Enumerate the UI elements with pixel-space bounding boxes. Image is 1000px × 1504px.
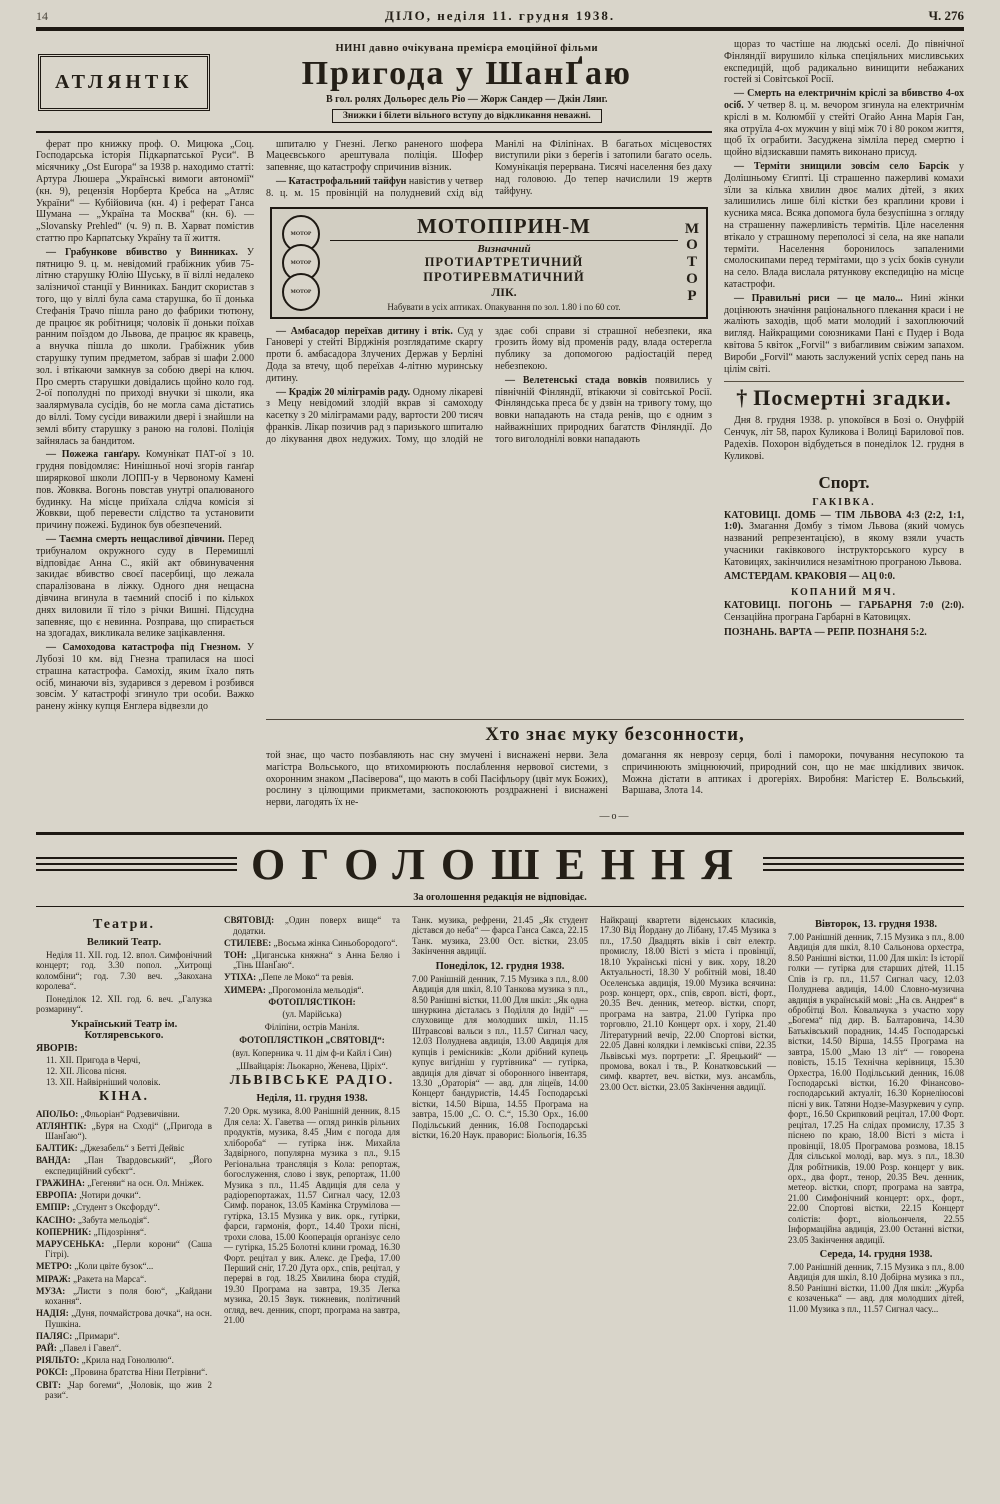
- sport-football-results: [724, 600, 964, 638]
- cinema-name-box: АТЛЯНТІК: [38, 54, 210, 111]
- motopirin-vertical-text: МОТОР: [684, 220, 700, 304]
- sport-hockey-heading: ГАКІВКА.: [812, 496, 876, 508]
- cinema-listing: МАРУСЕНЬКА: „Перли корони“ (Саша Гітрі).: [36, 1238, 213, 1260]
- page-number: 14: [36, 9, 48, 23]
- cinema-listing: ГРАЖИНА: „Гегеняи“ на осн. Ол. Мніжек.: [36, 1178, 204, 1189]
- obituary-title: Посмертні згадки.: [753, 385, 952, 411]
- cinema-listing: РІЯЛЬТО: „Крила над Гонолюлю“.: [36, 1355, 174, 1366]
- middle-top-text: [266, 139, 712, 200]
- orthodox-cross-icon: †: [736, 385, 748, 411]
- cinema-listing: МІРАЖ: „Ракета на Марса“.: [36, 1273, 147, 1284]
- town-label: ЯВОРІВ:: [36, 1042, 78, 1054]
- sport-hockey-results: [724, 510, 964, 584]
- cinema-listing: ПАЛЯС: „Примари“.: [36, 1331, 120, 1342]
- stamp-circle-icon: МОТОР: [282, 215, 320, 253]
- cinema-listing: МЕТРО: „Коли цвіте бузок“...: [36, 1261, 154, 1272]
- cinema-listing: АПОЛЬО: „Фльоріан“ Родзевичівни.: [36, 1108, 180, 1119]
- film-title: Пригода у ШанҐаю: [301, 55, 632, 92]
- announcements-title: ОГОЛОШЕННЯ: [250, 839, 750, 889]
- cinema-listing: ЕМПІР: „Студент з Оксфорду“.: [36, 1202, 160, 1213]
- article-paragraph: — Самоходова катастрофа під Гнезном. У Лубозі 10 км. від Гнезна трапилася на шосі страшна катастрофа. Самохід, яким їхало пять осіб, минаючи віз, зударився з деревом і розбився зовсім. У катастрофі згинуло три особи. Важко ранену жінку купця Енглера відвезли до: [36, 642, 254, 713]
- venue-heading: Український Театр ім. Котляревського.: [70, 1018, 178, 1041]
- article-paragraph: — Амбасадор переїхав дитину і втік. Суд у Гановері у стейті Вірджінія розглядатиме скаргу проти б. амбасадора Злучених Держав у Берліні Дода за втечу, щоб переїхав 4-літню муринську дитину.: [266, 325, 483, 384]
- radio-program-tuesday: 7.00 Ранішній денник, 7.15 Музика з пл., 8.00 Авдиція для шкіл, 8.10 Сальонова орхестра, 8.50 Ранішні вістки, 11.00 Для шкіл: Із історії голки — гутірка для старших дітей, 11.15 Спів із гр. пл., 11.57 Сигнал часу, 12.03 Полуднева авдиція, 14.00 Словно-музична авдиція в українській мові: „На св. Андрея“ в обробітці Вол. Ковальчука з участю хору „Богема“ під дир. В. Балтаровича, 14.30 Батьківський порадник, 14.45 Господарські вістки, 14.50 Вірша, 14.55 Програма на завтра, 15.00 „Маю 13 літ“ — говорена повість, 15.15 Технічна керівниця, 15.30 Орхестра, 16.00 Подільський денник, 16.08 Господарські вістки, 16.20 Фінансово-господарський актуаліт, 16.30 Корнеліюсові пісні у вик. Татяни Нодзе-Мазуркевич у супр. форт., 16.50 Скрипковий рецітал, 17.00 Форт. рецітал, 17.25 На слідах промислу, 17.35 З піснею по краю, 18.00 Вісті з міста і провінції, 18.05 Програмова розмова, 18.15 Для сільської молоді, вар. муз. з пл., 18.30 Для робітників, 19.00 Розр. концерт у вик. орх., два форт., тенор, 20.35 Веч. денник, метеор. вістки, спорт, програма на завтра, 21.00 Симфонічний концерт: орх., форт., 22.00 Спортові вістки, 22.15 Концерт солістів: форт., віольончеля, 22.55 Інформаційна авдиція, 23.00 Останні вістки, 23.05 Закінчення авдиції.: [788, 931, 964, 1245]
- announcements-banner: [36, 832, 964, 907]
- schedule-line: 12. XII. Лісова пісня.: [46, 1065, 127, 1076]
- schedule-line: 11. XII. Пригода в Черчі,: [46, 1054, 141, 1065]
- venue-schedule: [36, 950, 212, 1015]
- radio-program-monday-cont: Найкращі квартети віденських класиків, 17.30 Від Йордану до Лібану, 17.45 Музика з пл., 17.50 Двадцять віків і світ електр. промислу, 18.00 Вісті з міста і провінції, 18.10 Українські пісні у вик. хору, 18.20 Актуальності, 18.30 У робітній мові, 18.40 Оселенська авдиція, 19.00 Музика всячина: розр. концерт, орх., спів, європ. вісті, форт., 20.35 Веч. денник, метеор. вістки, спорт, програма на завтра, 21.00 Гутірка про торговлю, 21.10 Концерт орх. і хору, 21.40 Літературний вечір, 22.00 Спортові вістки, 22.05 Давні колядки і лемківські співи, 22.35 Львівські муз. портрети: „Г. Ярецький“ — промова, вокал і тв., Р. Конатковський — симф. квартет, веч. вістки, муз. ансамбль, 23.00 Ост. вістки, 23.05 Закінчення авдиції.: [600, 914, 776, 1092]
- motopirin-line: Визначний: [477, 242, 531, 255]
- article-paragraph: — Катастрофальний тайфун навістив у четвер 8. ц. м. 15 провінцій на полудневий схід від Манілі на Філіпінах. В багатьох місцевостях виступили ріки з берегів і затопили багато осель. Комунікація перервана. Тисячі населення без даху над головою. До тепер начислили 19 жертв тайфуну.: [266, 138, 712, 199]
- sport-result: ПОЗНАНЬ. ВАРТА — РЕПР. ПОЗНАНЯ 5:2.: [724, 626, 927, 638]
- right-column: [724, 39, 964, 715]
- sport-result: КАТОВИЦІ. ПОГОНЬ — ГАРБАРНЯ 7:0 (2:0). Сензаційна програна Гарбарні в Катовицях.: [724, 600, 964, 624]
- schedule-line: Неділя 11. XII. год. 12. впол. Симфонічний концерт; год. 3.30 попол. „Хитрощі коломбіни“; год. 7.30 веч. „Закохана королева“.: [36, 949, 212, 992]
- ad-kicker: НИНІ давно очікувана премієра емоційної фільми: [335, 43, 599, 54]
- cinema-listing: ВАНДА: „Пан Твардовський“, „Його експедиційний субєкт“.: [36, 1155, 212, 1177]
- cinemas-heading: КІНА.: [98, 1088, 150, 1104]
- header-rule: [36, 27, 964, 31]
- radio-day-heading: Середа, 14. грудня 1938.: [819, 1249, 933, 1261]
- insomnia-ad-title: Хто знає муку безсонности,: [485, 723, 745, 745]
- fotoplastikon-name: ФОТОПЛЯСТІКОН „СВЯТОВІД“:: [239, 1035, 385, 1046]
- radio-program-wednesday: 7.00 Ранішній денник, 7.15 Музика з пл., 8.00 Авдиція для шкіл, 8.10 Добірна музика з пл., 8.50 Ранішні вістки, 11.00 Для шкіл: „Журба є козаченька“ — авд. для молодших дітей, 11.00 Музика з пл., 11.57 Сигнал часу...: [788, 1262, 964, 1314]
- cinema-listing: ХИМЕРА: „Прогомоніла мельодія“.: [224, 984, 364, 995]
- atlantik-cinema-ad: [36, 39, 712, 133]
- cinema-listing: РАЙ: „Павел і Гавел“.: [36, 1343, 122, 1354]
- banner-rule: [36, 832, 964, 835]
- cinema-listings: [224, 915, 400, 995]
- main-content: [36, 39, 964, 715]
- schedule-line: Понеділок 12. XII. год. 6. веч. „Галузка розмарину“.: [36, 993, 212, 1015]
- cinema-listing: НАДІЯ: „Дуня, почмайстрова дочка“, на осн. Пушкіна.: [36, 1308, 212, 1330]
- page-header: [36, 8, 964, 24]
- motopirin-line: ЛІК.: [491, 284, 517, 299]
- insomnia-ad-text: [266, 750, 964, 809]
- fotoplastikon-show: „Швайцарія: Льокарно, Женева, Ціріх“.: [236, 1060, 388, 1071]
- motopirin-ad: [270, 207, 708, 319]
- cinema-listing: АТЛЯНТІК: „Буря на Сході“ („Пригода в ШанҐаю“).: [36, 1120, 213, 1142]
- cinema-listing: КОПЕРНИК: „Підозріння“.: [36, 1226, 147, 1237]
- cinema-listing: БАЛТИК: „Джезабель“ з Бетті Дейвіс: [36, 1143, 185, 1154]
- cinema-listing: КАСІНО: „Забута мельодія“.: [36, 1214, 150, 1225]
- stamp-circle-icon: МОТОР: [282, 273, 320, 311]
- article-paragraph: щораз то частіше на людські оселі. До північної Фінляндії вирушило кілька спеціяльних мисливських експедицій, щоб радикально винищити небажаних гостей зі Совітської Росії.: [724, 39, 964, 86]
- radio-day-heading: Неділя, 11. грудня 1938.: [256, 1093, 368, 1105]
- sport-result: КАТОВИЦІ. ДОМБ — ТІМ ЛЬВОВА 4:3 (2:2, 1:1, 1:0). Змагання Домбу з тімом Львова (який чомусь названий репрезентацією), в якому взяли участь учасники гаківкового інструкторського курсу в Катовицях, закінчилися незамітною програною Львова.: [724, 509, 965, 568]
- article-paragraph: — Пожежа ганґару. Комунікат ПАТ-ої з 10. грудня повідомляє: Нинішньої ночі згорів ганґар ширяркової школи ЛОПП-у в Червоному Камені пов. Жовква. Вогонь повстав унутрі опалюваного будинку. На місце приїхала слідча комісія зі Жовкви, щоб перевести слідство та установити причину пожежі. Будинок був обезпечений.: [36, 449, 254, 532]
- cinema-listing: СВІТ: „Чар богеми“, „Чоловік, що жив 2 рази“.: [36, 1379, 212, 1401]
- cinema-listing: ЕВРОПА: „Чотири дочки“.: [36, 1190, 141, 1201]
- listings-section: [36, 915, 964, 1402]
- fotoplastikon-name: ФОТОПЛЯСТІКОН:: [268, 996, 356, 1007]
- article-paragraph: — Смерть на електричнім кріслі за вбивство 4-ох осіб. У четвер 8. ц. м. вечором згинула на електричнім кріслі в м. Колюмбії у стейті Огайо Анна Марія Ган, яка отруїла 4-ох мужчин у віці між 70 і 80 роком життя, щоб їх ограбити. Засуджена зімліла перед смертю і щойно відзискавши память виконано присуд.: [724, 88, 964, 159]
- middle-bottom-text: [266, 326, 712, 447]
- theatre-column: [36, 915, 212, 1402]
- banner-side-rules: [763, 853, 964, 875]
- issue-number: Ч. 276: [928, 8, 964, 23]
- section-end-mark: —о—: [599, 810, 631, 822]
- schedule-line: 13. XII. Найвірніший чоловік.: [46, 1076, 161, 1087]
- stamp-circle-icon: МОТОР: [282, 244, 320, 282]
- radio-tuesday-column: [788, 915, 964, 1402]
- insomnia-text-right: домагання як неврозу серця, болі і памороки, почування несупокою та спричинюють зміцнюючий, природний сон, що не має шкідливих звичок. Можна дістати в аптиках і дрогеріях. Виробня: Магістер Е. Вольський, Варшава, Злота 14.: [622, 749, 964, 797]
- banner-rule: [36, 906, 964, 907]
- article-columns: [36, 139, 712, 715]
- sport-football-heading: КОПАНИЙ МЯЧ.: [790, 587, 898, 599]
- article-paragraph: — Крадіж 20 міліграмів раду. Одному лікареві з Мецу невідомий злодій вкрав зі самоходу касетку з 20 міліграмами раду, вартости 200 тисяч франків. Лікар позичив рад з паризького шпиталю до лікування двох недужих. Тому, що злодій не здає собі справи зі страшної небезпеки, яка грозить йому від променів раду, влада остерегла публику за допомогою радіостацій перед небезпекою.: [266, 325, 712, 445]
- insomnia-ad: [266, 719, 964, 822]
- banner-title-row: [36, 839, 964, 890]
- insomnia-ad-row: [36, 719, 964, 822]
- announcements-disclaimer: За оголошення редакція не відповідає.: [413, 891, 587, 903]
- film-cast: В гол. ролях Дольорес дель Ріо — Жорж Сандер — Джін Ляиг.: [325, 93, 608, 105]
- motopirin-line: ПРОТИАРТРЕТИЧНИЙ: [424, 254, 584, 269]
- article-paragraph: — Таємна смерть нещасливої дівчини. Перед трибуналом окружного суду в Перемишлі відповідає Анна С., якій акт обвинувачення закидає вбивство своєї пасербиці, що лежала спаралізована в ліжку. Одного дня нещасна дівчина вгинула в таємний спосіб і по кількох днях виловили її тіло з річки Вишні. Підсудна запевняє, що є невинна. Розправа, що спирається на здогадах, викликала велике зацікавлення.: [36, 533, 255, 640]
- radio-monday-cont-column: [600, 915, 776, 1402]
- motopirin-note: Набувати в усіх аптиках. Опакування по зол. 1.80 і по 60 сот.: [387, 301, 621, 312]
- article-paragraph: шпиталю у Гнезні. Легко раненого шофера Мацеєвського арештувала поліція. Шофер запевняє, що катастрофу спричинив візник.: [266, 138, 483, 174]
- fotoplastikon-address: (ул. Марійська): [282, 1009, 342, 1020]
- sport-title: Спорт.: [818, 472, 870, 492]
- radio-program-monday: 7.00 Ранішній денник, 7.15 Музика з пл., 8.00 Авдиція для шкіл, 8.10 Танкова музика з пл., 8.50 Ранішні вістки, 11.00 Для шкіл: „Як одна шнуркина дісталась з Поділля до Індії“ — слуховище для молодших шкіл, 11.15 Штравсові вальси з пл., 11.57 Сигнал часу, 12.03 Полуднева авдиція, 13.00 Авдиція для купців і ремісників: „Коли дрібний купець купує вигідніш у гуртівника“ — гутірка, авдиція для дівчат зі оборонного інвентаря, 13.30 „Ораторія“ — авд. для ліцеїв, 14.00 Концерт бандуристів, 14.45 Господарські вістки, 14.50 Вірша, 14.55 Програма на завтра, 15.00 „С. О. С.“, 15.30 Орх., 16.00 Подільський денник, 16.08 Господарські вістки, 16.20 Наук. праворис: Біольогія, 16.35: [412, 973, 588, 1141]
- motopirin-ad-body: [330, 214, 678, 312]
- article-paragraph: — Велетенські стада вовків появились у північній Фінляндії, втікаючи зі совітської Росії. Фінляндська преса бє у дзвін на тривогу тому, що вовки нападають на стада ренів, що є одним з найважніших природних багатств Фінляндії. До того виголоднілі вовки нападають: [495, 374, 712, 445]
- article-column-1: [36, 139, 254, 715]
- right-column-text: [724, 39, 964, 375]
- insomnia-spacer: [36, 719, 254, 822]
- sport-result: АМСТЕРДАМ. КРАКОВІЯ — АЦ 0:0.: [724, 571, 895, 583]
- town-schedule: [36, 1055, 212, 1087]
- radio-monday-column: [412, 915, 588, 1402]
- motopirin-line: ПРОТИРЕВМАТИЧНИЙ: [423, 269, 585, 284]
- cinema-listing: СТИЛЕВЕ: „Восьма жінка Синьобородого“.: [224, 937, 398, 948]
- motopirin-stamps-icon: [278, 214, 324, 312]
- insomnia-text-left: той знає, що часто позбавляють нас сну змучені і виснажені нерви. Зела магістра Вольського, що втихомирюють послаблення нервової системи, з охоронним знаком „Пасіверова“, що мають в собі Пасіфльору (цвіт мук Божих), рослину з цілющими прикметами, заспокоюють роздражнені і виснажені нерви, лагодять їх не-: [266, 749, 608, 809]
- article-paragraph: — Правильні риси — це мало... Нині жінки доцінюють значіння раціонального плекання краси і не жаліють заходів, щоб мати молодий і захоплюючий вигляд. Найкращими союзниками Пані є Пудер і Вода квітова 5 квіток „Forvil“ з вибагливим свіжим запахом. Вироби „Forvil“ мають заслужений успіх серед пань на цілім світі.: [724, 292, 965, 375]
- radio-day-heading: Вівторок, 13. грудня 1938.: [814, 918, 938, 930]
- ad-note: Знижки і білети вільного вступу до відкликання неважні.: [332, 109, 602, 123]
- radio-program-sunday-cont: Танк. музика, рефрени, 21.45 „Як студент дістався до неба“ — фарса Ганса Сакса, 22.15 Танк. музика, 23.00 Ост. вістки, 23.05 Закінчення авдиції.: [412, 914, 588, 957]
- article-paragraph: — Терміти знищили зовсім село Барсік у Долішньому Єгипті. Ці страшенно пажерливі комахи зїли за кілька хвилин двоє малих дітей, з яких залишились лише білі кістки без краплини крови і кусника мяса. Всяка допомога була безуспішна з огляду на страшенну пажерливість термітів. Ціле населення втікало у страшному переполосі зі села, на яке напали терміти. Населення боронилось запаленими смолоскипами перед термітами, що з усіх боків сунули на село. Влада вислала рятункову експедицію на місце катастрофи.: [724, 160, 965, 290]
- radio-heading: ЛЬВІВСЬКЕ РАДІО.: [229, 1073, 395, 1089]
- radio-program-sunday: 7.20 Орк. музика, 8.00 Ранішній денник, 8.15 Для села: Х. Гаветва — огляд ринків рільних продуктів, музика, 8.45 „Чим є погода для хлібороба“ — гутірка інж. Михайла Задвірного, популярна музика з пл., 9.15 Регіональна трансляція з Кола: репортаж, богослуження, слово і звук, репортаж, 11.00 Музика з пл., 11.45 Авдиція для села у радіорепортажах, 11.57 Сигнал часу, 12.03 Симф. поранок, 13.05 Камінка Струмілова — гутірка, 13.15 Музика у вик. орк., гутірки, фарси, гармонія, форт., 14.40 Трохи пісні, трохи слова, 15.00 Кооперація організує село — гутірка, 15.25 Болотні клини громад, 16.30 Форт. рецітал у вик. Алекс. де Грефа, 17.00 Перший сніг, 17.20 Дута орх., спів, рецітал, у перерві в год. 18.25 Хвилина бюра студій, 19.30 Програма на завтра, 19.35 Легка музика, 20.15 Звук. тижневик, політичний огляд, веч. денник, спорт, програма на завтра, 21.00: [224, 1106, 400, 1326]
- article-paragraph: — Грабункове вбивство у Винниках. У пятницю 9. ц. м. невідомий грабіжник убив 75-літню старушку Юлію Шуську, в її віллі недалеко залізничої станції у Винниках. Бандит скористав з того, що у віллі була сама старушка, бо її донька Стефанія Трачо пішла рано до фабрики тютюну, де працює як робітниця; чоловік її доньки поїхав ранним поїздом до Львова, де працює як кравець, а внучка пішла до школи. Грабіжник убив старушку тупим предметом, забрав зі шафи 2.000 зол. і втікаючи замкнув за собою двері на ключ. Про смерть старушки довідались щойно коло год. 2-ої пополудні по приході внучки зі школи, яка заалярмувала сусідів, бо не могла сама дістатись до віллі. Тому сусіди виважили двері і знайшли на землі вбиту старушку з раною на голові. Поліція зайнялась за бандитом.: [36, 246, 254, 447]
- sport-section: [724, 473, 964, 639]
- left-section: [36, 39, 712, 715]
- theatres-heading: Театри.: [92, 916, 156, 932]
- venue-heading: Великий Театр.: [86, 936, 162, 948]
- obituary-section: [724, 381, 964, 462]
- obituary-heading: [724, 385, 964, 411]
- fotoplastikon-address: (вул. Коперника ч. 11 дім ф-и Кайл і Син): [232, 1047, 392, 1058]
- radio-day-heading: Понеділок, 12. грудня 1938.: [435, 960, 565, 972]
- cinema-listing: МУЗА: „Листи з поля бою“, „Кайдани кохання“.: [36, 1285, 212, 1307]
- masthead-title: ДІЛО, неділя 11. грудня 1938.: [384, 8, 616, 23]
- fotoplastikon-show: Філіпіни, острів Маніля.: [264, 1022, 360, 1033]
- cinema-listing: УТІХА: „Пепе ле Моко“ та ревія.: [224, 972, 354, 983]
- article-column-middle: [266, 139, 712, 715]
- cinema-listing: ТОН: „Циганська княжна“ з Анна Беляо і „Тінь ШанҐаю“.: [224, 949, 400, 971]
- cinema-listing: СВЯТОВІД: „Один поверх вище“ та додатки.: [224, 914, 400, 936]
- motopirin-brand: МОТОПІРИН-М: [330, 214, 678, 241]
- cinema-ad-center: [224, 43, 710, 123]
- banner-side-rules: [36, 853, 237, 875]
- cinema-listings: [36, 1109, 212, 1401]
- cinema-listing: РОКСІ: „Провина братства Ніни Петрівни“.: [36, 1367, 208, 1378]
- article-paragraph: ферат про книжку проф. О. Мицюка „Соц. Господарська історія Підкарпатської Руси“. В місячнику „Ost Europa“ за 1938 р. находимо статті: Артура Люшера „Українські вимоги автономії“ (кн. 9), рецензія Норберта Кребса на „Атляс України“ — Кубійовича (кн. 4) і реферат Ганса Шумана — „Україна та Москва“ (кн. 6). — „Slovansky Prehled“ (ч. 9) п. В. Харват помістив статтю про Карпатську Україну та її життя.: [36, 138, 254, 245]
- cinema-radio-column: [224, 915, 400, 1402]
- obituary-text: Дня 8. грудня 1938. р. упокоївся в Бозі о. Онуфрій Сенчук, літ 58, парох Куликова і Волиці Барилової пов. Радехів. Похорон відбудеться в понеділок 12. грудня в Куликові.: [724, 415, 964, 462]
